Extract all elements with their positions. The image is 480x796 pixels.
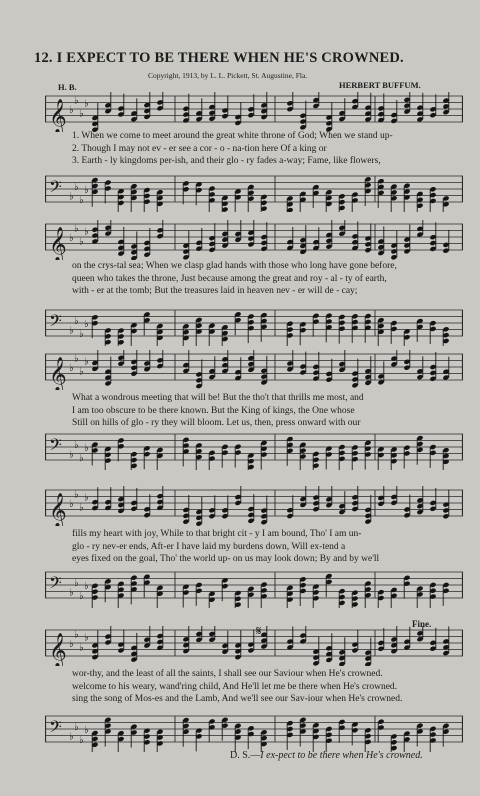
bass-clef-icon: 𝄢	[49, 718, 62, 741]
treble-clef-icon: 𝄞	[49, 634, 67, 666]
flat-icon: ♭	[84, 725, 89, 736]
flat-icon: ♭	[74, 721, 79, 733]
flat-icon: ♭	[79, 236, 84, 248]
bass-staff	[45, 306, 463, 346]
bass-staff	[45, 568, 463, 608]
dal-segno-text	[230, 750, 423, 761]
flat-icon: ♭	[84, 185, 89, 196]
flat-icon: ♭	[69, 233, 74, 244]
flat-icon: ♭	[79, 590, 84, 602]
bass-clef-icon: 𝄢	[49, 436, 62, 459]
flat-icon: ♭	[74, 353, 79, 365]
lyric-line: I am too obscure to be there known. But the King of kings, the One whose	[72, 405, 355, 416]
lyric-line: 2. Though I may not ev - er see a cor - o - na-tion here Of a king or	[72, 143, 327, 154]
bass-clef-icon: 𝄢	[49, 178, 62, 201]
flat-icon: ♭	[69, 105, 74, 116]
flat-icon: ♭	[79, 328, 84, 340]
lyricist-initials: H. B.	[58, 82, 77, 92]
lyric-line: 3. Earth - ly kingdoms per-ish, and their glo - ry fades a-way; Fame, like flowers,	[72, 156, 381, 167]
flat-icon: ♭	[69, 325, 74, 337]
flat-icon: ♭	[79, 108, 84, 120]
flat-icon: ♭	[74, 577, 79, 589]
treble-staff	[45, 220, 463, 260]
treble-staff	[45, 92, 463, 132]
flat-icon: ♭	[79, 642, 84, 654]
segno-sign: 𝄋	[256, 623, 262, 638]
treble-clef-icon: 𝄞	[49, 100, 67, 132]
flat-icon: ♭	[69, 449, 74, 461]
flat-icon: ♭	[69, 191, 74, 203]
hymn-title-text: I EXPECT TO BE THERE WHEN HE'S CROWNED.	[56, 50, 404, 66]
flat-icon: ♭	[69, 731, 74, 743]
lyrics-block	[72, 392, 364, 430]
fine-marking: Fine.	[412, 619, 432, 629]
copyright-notice: Copyright, 1913, by L. L. Pickett, St. Augustine, Fla.	[148, 71, 308, 80]
flat-icon: ♭	[84, 443, 89, 454]
lyric-line: fills my heart with joy, While to that bright cit - y I am bound, Tho' I am un-	[72, 529, 362, 539]
flat-icon: ♭	[84, 356, 89, 368]
lyric-line: on the crys-tal sea; When we clasp glad hands with those who long have gone before,	[72, 261, 397, 271]
treble-staff	[45, 350, 463, 390]
composer-name: HERBERT BUFFUM.	[339, 80, 421, 90]
lyric-line: sing the song of Mos-es and the Lamb, And we'll see our Sav-iour when He's crowned.	[72, 694, 403, 705]
lyrics-block	[72, 528, 379, 566]
bass-clef-icon: 𝄢	[49, 574, 62, 597]
flat-icon: ♭	[84, 319, 89, 330]
lyric-line: Still on hills of glo - ry they will bloom. Let us, then, press onward with our	[72, 418, 361, 429]
flat-icon: ♭	[79, 452, 84, 464]
lyrics-block	[72, 668, 402, 706]
lyric-line: wor-thy, and the least of all the saints, I shall see our Saviour when He's crowned.	[72, 669, 383, 679]
flat-icon: ♭	[79, 366, 84, 378]
lyric-line: welcome to his weary, wand'ring child, And He'll let me be there when He's crowned.	[72, 681, 398, 692]
flat-icon: ♭	[84, 98, 89, 110]
flat-icon: ♭	[69, 363, 74, 374]
lyric-line: glo - ry nev-er ends, Aft-er I have laid my burdens down, Will ex-tend a	[72, 541, 346, 552]
flat-icon: ♭	[74, 181, 79, 193]
flat-icon: ♭	[84, 226, 89, 238]
treble-clef-icon: 𝄞	[49, 358, 67, 390]
bass-staff	[45, 712, 463, 752]
lyric-line: eyes fixed on the goal, Tho' the world up- on us may look down; By and by we'll	[72, 554, 380, 565]
bass-staff	[45, 172, 463, 212]
treble-clef-icon: 𝄞	[49, 228, 67, 260]
lyric-line: queen who takes the throne, Just because among the great and roy - al - ty of earth,	[72, 273, 387, 284]
flat-icon: ♭	[84, 492, 89, 504]
lyric-line: What a wondrous meeting that will be! But the tho't that thrills me most, and	[72, 393, 364, 403]
bass-clef-icon: 𝄢	[49, 312, 62, 335]
flat-icon: ♭	[84, 581, 89, 592]
flat-icon: ♭	[69, 499, 74, 510]
lyrics-block	[72, 130, 393, 168]
hymn-title	[34, 50, 404, 67]
flat-icon: ♭	[74, 315, 79, 327]
flat-icon: ♭	[74, 629, 79, 641]
flat-icon: ♭	[79, 734, 84, 746]
ds-label: D. S.—	[230, 750, 261, 761]
flat-icon: ♭	[79, 502, 84, 514]
treble-staff	[45, 486, 463, 526]
lyrics-block	[72, 260, 397, 298]
flat-icon: ♭	[74, 223, 79, 235]
ds-lyric: I ex-pect to be there when He's crowned.	[260, 750, 423, 761]
bass-staff	[45, 430, 463, 470]
flat-icon: ♭	[74, 439, 79, 451]
lyric-line: with - er at the tomb; But the treasures laid in heaven nev - er will de - cay;	[72, 286, 358, 297]
flat-icon: ♭	[79, 194, 84, 206]
hymn-number: 12.	[34, 50, 53, 66]
treble-clef-icon: 𝄞	[49, 494, 67, 526]
flat-icon: ♭	[69, 587, 74, 599]
treble-staff	[45, 626, 463, 666]
flat-icon: ♭	[69, 639, 74, 650]
flat-icon: ♭	[74, 489, 79, 501]
flat-icon: ♭	[74, 95, 79, 107]
flat-icon: ♭	[84, 632, 89, 644]
lyric-line: 1. When we come to meet around the great white throne of God; When we stand up-	[72, 131, 393, 141]
